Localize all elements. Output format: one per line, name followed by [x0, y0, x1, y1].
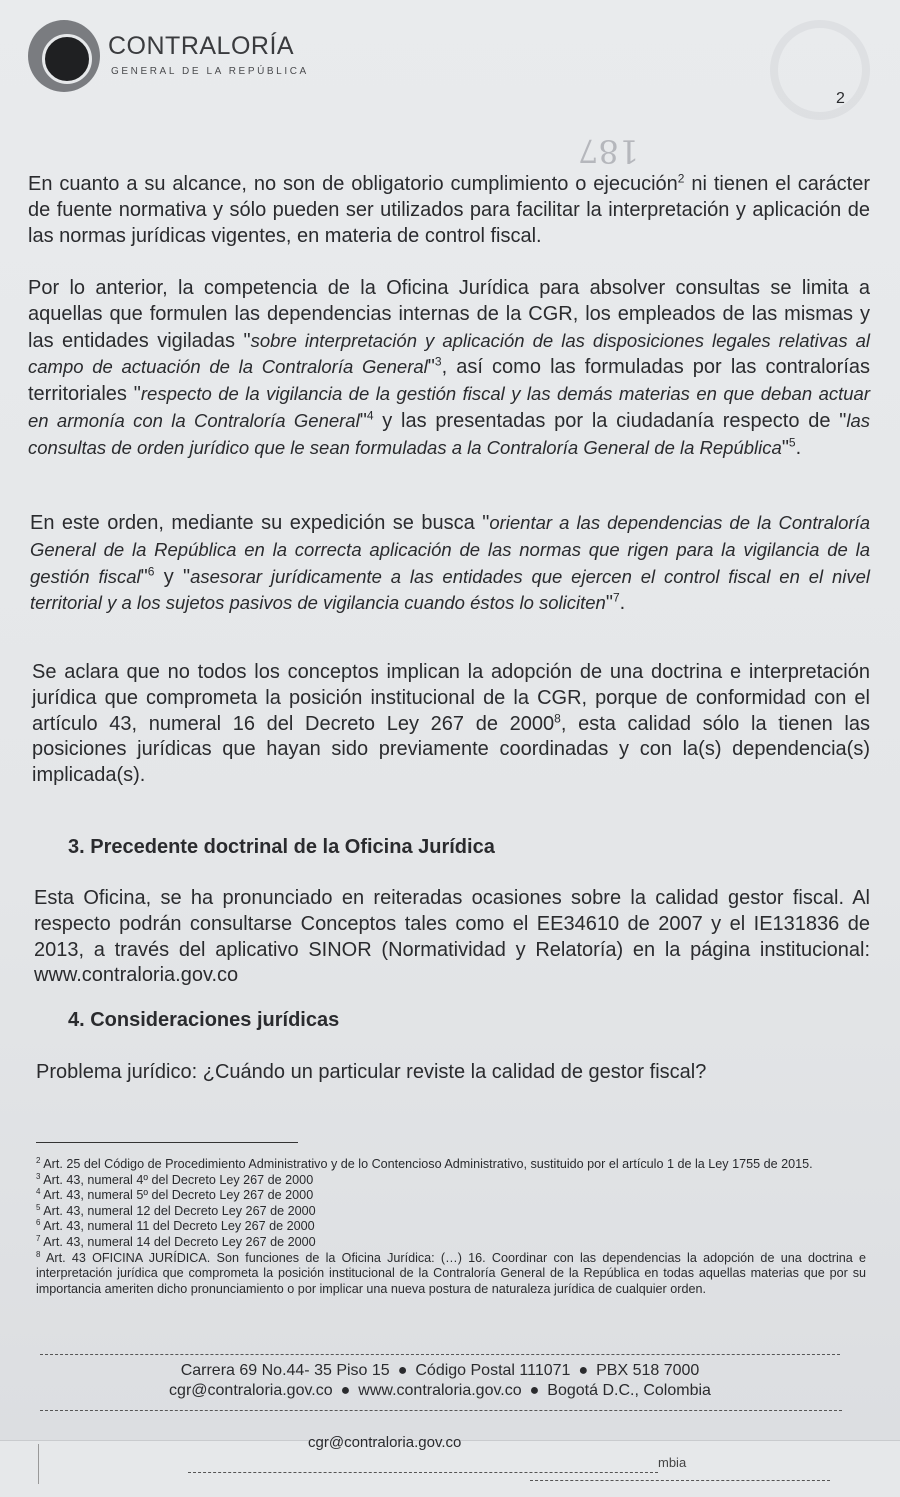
footnote: $^3$ Art. 43, numeral 4º del Decreto Ley 267 de 2000 [36, 1171, 314, 1187]
footnote: $^6$ Art. 43, numeral 11 del Decreto Ley 267 de 2000 [36, 1218, 315, 1234]
footer-divider [40, 1354, 840, 1355]
bleed-through-stamp: 187 [578, 132, 640, 170]
paragraph-scope: En cuanto a su alcance, no son de obligatorio cumplimiento o ejecución$^2$ ni tienen el carácter de fuente normativa y sólo pueden ser utilizados para facilitar la interpretación y aplicación de las normas jurídicas vigentes, en materia de control fiscal. [28, 171, 870, 247]
logo-subtitle: GENERAL DE LA REPÚBLICA [111, 66, 309, 77]
bullet-icon: ● [340, 1382, 351, 1399]
paragraph-purpose: En este orden, mediante su expedición se busca "orientar a las dependencias de la Contraloría General de la República en la correcta aplicación de las normas que rigen para la vigilancia de la gestión fiscal"$^6$ y "asesorar jurídicamente a las entidades que ejercen el control fiscal en el nivel territorial y a los sujetos pasivos de vigilancia cuando éstos lo soliciten"$^7$. [30, 512, 871, 615]
footnote: $^4$ Art. 43, numeral 5º del Decreto Ley 267 de 2000 [36, 1187, 314, 1203]
footer-address-line: Carrera 69 No.44- 35 Piso 15 ● Código Postal 111071 ● PBX 518 7000 [180, 1362, 700, 1379]
bullet-icon: ● [529, 1382, 540, 1399]
paragraph-precedente: Esta Oficina, se ha pronunciado en reiteradas ocasiones sobre la calidad gestor fiscal. Al respecto podrán consultarse Conceptos tales como el EE34610 de 2007 y el IE131836 de 2013, a través del aplicativo SINOR (Normatividad y Relatoría) en la página institucional: www.contraloria.gov.co [34, 887, 870, 987]
underlying-page-city: mbia [658, 1455, 687, 1470]
footnote-rule [36, 1142, 298, 1143]
logo-circle-icon [28, 20, 100, 92]
footer-city: Bogotá D.C., Colombia [547, 1382, 711, 1399]
contraloria-logo [28, 20, 318, 100]
footer-website: www.contraloria.gov.co [358, 1382, 522, 1399]
heading-precedente: 3. Precedente doctrinal de la Oficina Jurídica [68, 836, 495, 858]
legal-problem: Problema jurídico: ¿Cuándo un particular reviste la calidad de gestor fiscal? [36, 1061, 707, 1083]
footnotes [36, 1157, 866, 1297]
underlying-divider-2 [530, 1480, 830, 1481]
paragraph-clarification: Se aclara que no todos los conceptos implican la adopción de una doctrina e interpretación jurídica que comprometa la posición institucional de la CGR, porque de conformidad con el artículo 43, numeral 16 del Decreto Ley 267 de 2000$^8$, esta calidad sólo la tienen las posiciones jurídicas que hayan sido previamente coordinadas y con la(s) dependencia(s) implicada(s). [32, 661, 870, 787]
footer-contact-line [0, 1382, 890, 1400]
page-edge-mark [38, 1444, 39, 1484]
footnote: $^5$ Art. 43, numeral 12 del Decreto Ley 267 de 2000 [36, 1202, 316, 1218]
paragraph-competence: Por lo anterior, la competencia de la Oficina Jurídica para absolver consultas se limita a aquellas que formulen las dependencias internas de la CGR, los empleados de las mismas y las entidades vigiladas "sobre interpretación y aplicación de las disposiciones legales relativas al campo de actuación de la Contraloría General"$^3$, así como las formuladas por las contralorías territoriales "respecto de la vigilancia de la gestión fiscal y las demás materias en que deban actuar en armonía con la Contraloría General"$^4$ y las presentadas por la ciudadanía respecto de "las consultas de orden jurídico que le sean formuladas a la Contraloría General de la República"$^5$. [28, 277, 870, 459]
underlying-page-email: cgr@contraloria.gov.co [308, 1434, 462, 1451]
page-number: 2 [836, 90, 845, 107]
heading-consideraciones: 4. Consideraciones jurídicas [68, 1009, 340, 1031]
bullet-icon: ● [578, 1362, 589, 1379]
footnote: $^8$ Art. 43 OFICINA JURÍDICA. Son funciones de la Oficina Jurídica: (…) 16. Coordinar con las dependencias la adopción de una doctrina e interpretación jurídica que comprometa la posición institucional de la Contraloría General de la República en todas aquellas materias que por su importancia ameriten dicho pronunciamiento o por implicar una nueva postura de naturaleza jurídica de cualquier orden. [36, 1249, 866, 1296]
footnote: $^2$ Art. 25 del Código de Procedimiento Administrativo y de lo Contencioso Administrativo, sustituido por el artículo 1 de la Ley 1755 de 2015. [36, 1155, 813, 1171]
footnote: $^7$ Art. 43, numeral 14 del Decreto Ley 267 de 2000 [36, 1233, 316, 1249]
underlying-divider [188, 1472, 658, 1473]
footer-bottom-divider [40, 1410, 842, 1411]
bullet-icon: ● [397, 1362, 408, 1379]
bleed-through-logo [770, 20, 870, 120]
logo-name: CONTRALORÍA [108, 32, 295, 60]
footer-email: cgr@contraloria.gov.co [169, 1382, 333, 1399]
